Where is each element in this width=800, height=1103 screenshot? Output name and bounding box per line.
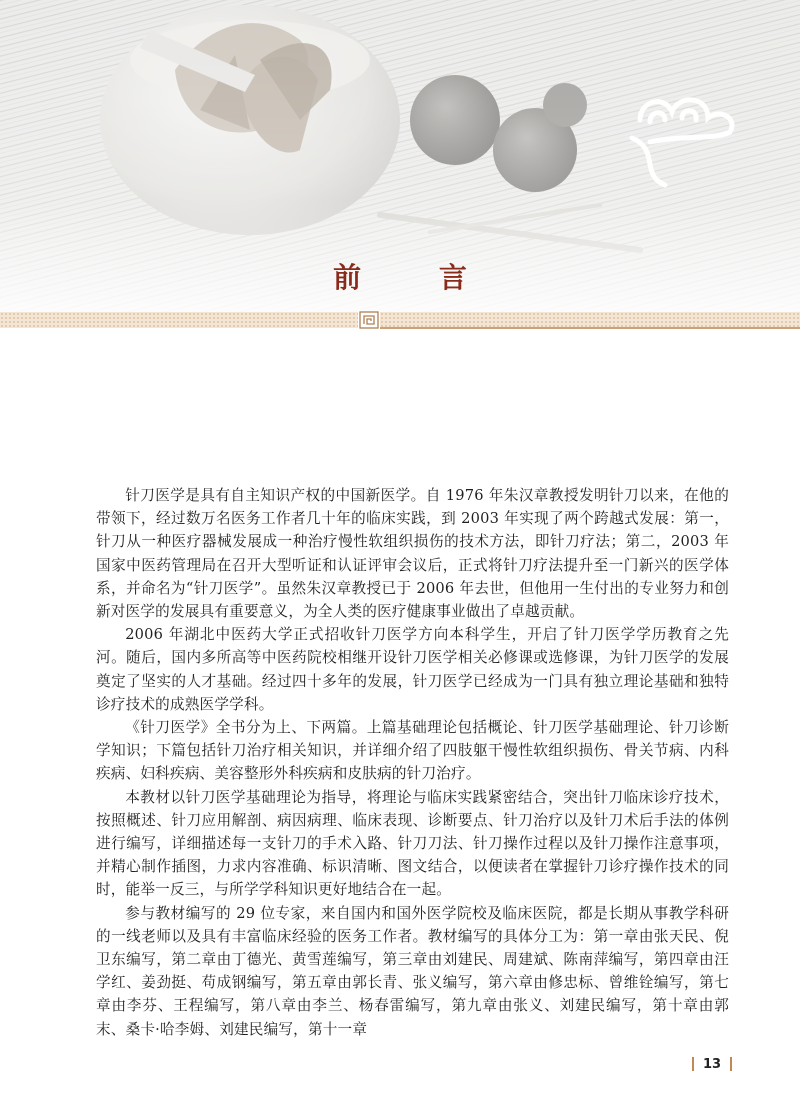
square-spiral-ornament-icon [358,310,380,330]
auspicious-cloud-icon [620,80,760,200]
paragraph: 参与教材编写的 29 位专家，来自国内和国外医学院校及临床医院，都是长期从事教学科研的一线老师以及具有丰富临床经验的医务工作者。教材编写的具体分工为：第一章由张天民、倪卫东编写，第二章由丁德光、黄雪莲编写，第三章由刘建民、周建斌、陈南萍编写，第四章由汪学红、姜劲挺、苟成钢编写，第五章由郭长青、张义编写，第六章由修忠标、曾维铨编写，第七章由李芬、王程编写，第八章由李兰、杨春雷编写，第九章由张义、刘建民编写，第十章由郭末、桑卡·哈李姆、刘建民编写，第十一章 [96,904,729,1038]
paragraph: 《针刀医学》全书分为上、下两篇。上篇基础理论包括概论、针刀医学基础理论、针刀诊断学知识；下篇包括针刀治疗相关知识，并详细介绍了四肢躯干慢性软组织损伤、骨关节病、内科疾病、妇科疾病、美容整形外科疾病和皮肤病的针刀治疗。 [96,719,729,783]
paragraph: 本教材以针刀医学基础理论为指导，将理论与临床实践紧密结合，突出针刀临床诊疗技术，按照概述、针刀应用解剖、病因病理、临床表现、诊断要点、针刀治疗以及针刀术后手法的体例进行编写，详细描述每一支针刀的手术入路、针刀刀法、针刀操作过程以及针刀操作注意事项，并精心制作插图，力求内容准确、标识清晰、图文结合，以便读者在掌握针刀诊疗操作技术的同时，能举一反三，与所学学科知识更好地结合在一起。 [96,788,729,899]
paragraph: 2006 年湖北中医药大学正式招收针刀医学方向本科学生，开启了针刀医学学历教育之先河。随后，国内多所高等中医药院校相继开设针刀医学相关必修课或选修课，为针刀医学的发展奠定了坚实的人才基础。经过四十多年的发展，针刀医学已经成为一门具有独立理论基础和独特诊疗技术的成熟医学学科。 [96,626,729,713]
page-bar-right [730,1057,732,1071]
page-footer [692,1054,732,1074]
page-bar-left [692,1057,694,1071]
page-title: 前 言 [333,261,501,294]
decorative-band [0,312,800,328]
preface-body [96,484,729,1041]
page-number: 13 [703,1056,722,1072]
decorative-rule [380,327,800,329]
paragraph: 针刀医学是具有自主知识产权的中国新医学。自 1976 年朱汉章教授发明针刀以来，在他的带领下，经过数万名医务工作者几十年的临床实践，到 2003 年实现了两个跨越式发展：第一，针刀从一种医疗器械发展成一种治疗慢性软组织损伤的技术方法，即针刀疗法；第二，2003 年国家中医药管理局在召开大型听证和认证评审会议后，正式将针刀疗法提升至一门新兴的医学体系，并命名为“针刀医学”。虽然朱汉章教授已于 2006 年去世，但他用一生付出的专业努力和创新对医学的发展具有重要意义，为全人类的医疗健康事业做出了卓越贡献。 [96,487,729,621]
